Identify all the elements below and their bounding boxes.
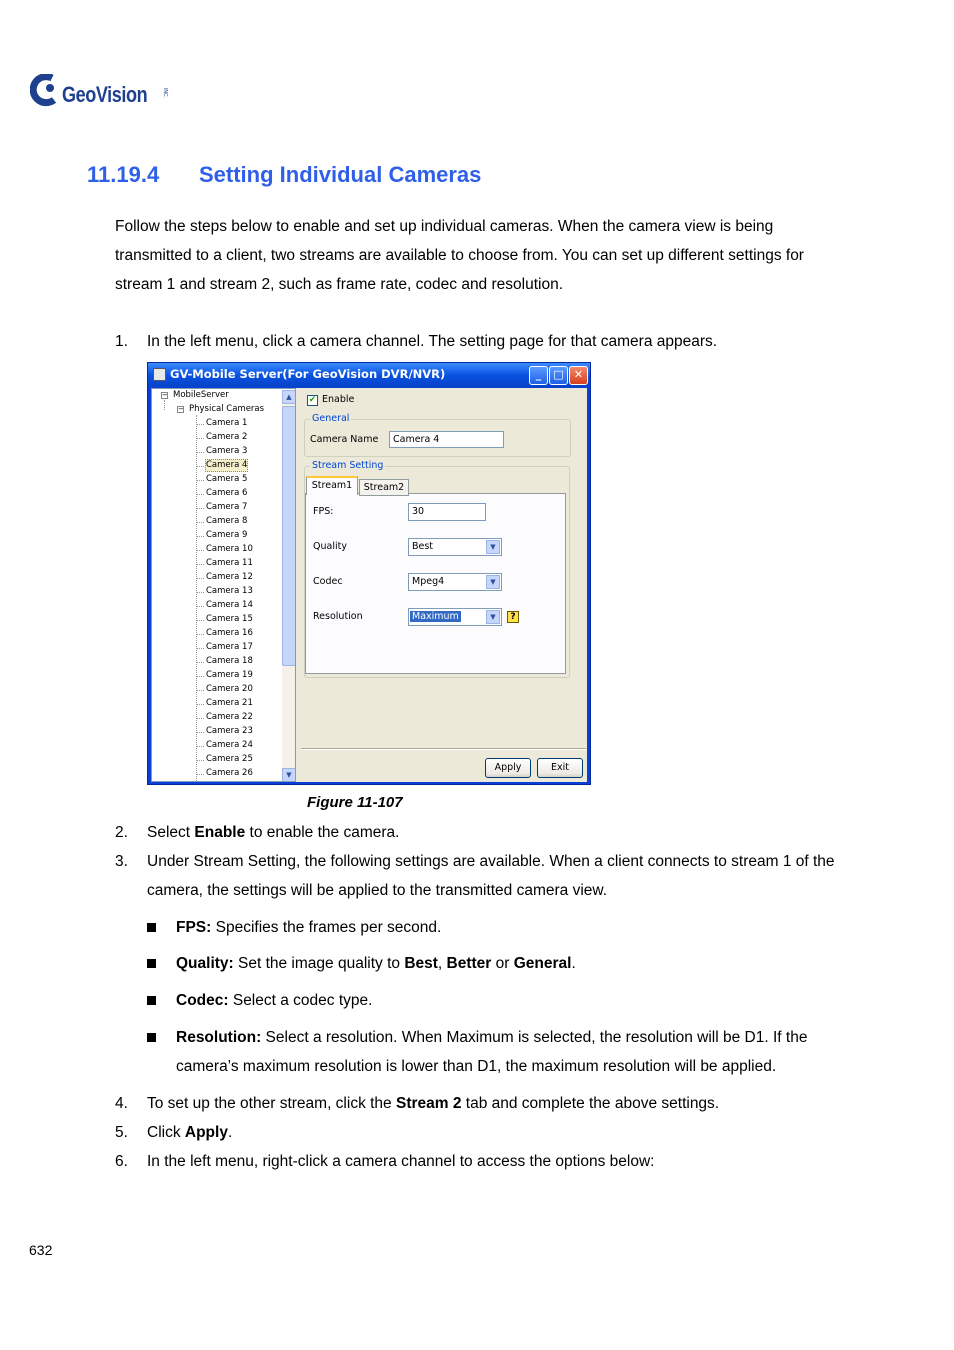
tree-branch bbox=[196, 508, 204, 509]
step-number: 5. bbox=[115, 1124, 128, 1141]
tree-branch bbox=[196, 480, 204, 481]
bold-term: Codec: bbox=[176, 992, 229, 1009]
app-icon bbox=[153, 368, 166, 381]
tree-item-camera-5[interactable]: Camera 5 bbox=[206, 474, 248, 484]
text-run: Select bbox=[147, 824, 195, 841]
text-run: Set the image quality to bbox=[233, 955, 405, 972]
scroll-down-icon[interactable]: ▼ bbox=[282, 768, 296, 782]
text-run: Specifies the frames per second. bbox=[211, 919, 442, 936]
page-number: 632 bbox=[29, 1242, 53, 1258]
step-3 bbox=[115, 847, 845, 905]
step-2 bbox=[115, 818, 845, 847]
enable-label: Enable bbox=[322, 394, 355, 405]
chevron-down-icon[interactable]: ▼ bbox=[486, 610, 500, 624]
tree-branch bbox=[196, 550, 204, 551]
tree-group-physical-cameras[interactable]: Physical Cameras bbox=[189, 404, 265, 414]
tree-item-camera-22[interactable]: Camera 22 bbox=[206, 712, 253, 722]
help-icon[interactable]: ? bbox=[507, 611, 519, 623]
tree-branch bbox=[196, 760, 204, 761]
minimize-button[interactable]: _ bbox=[529, 366, 548, 385]
codec-value: Mpeg4 bbox=[412, 576, 445, 587]
section-title: Setting Individual Cameras bbox=[199, 162, 482, 187]
geovision-logo bbox=[30, 72, 175, 112]
tree-branch bbox=[196, 452, 204, 453]
tree-branch bbox=[196, 718, 204, 719]
tree-item-camera-7[interactable]: Camera 7 bbox=[206, 502, 248, 512]
tree-branch bbox=[196, 676, 204, 677]
tree-branch bbox=[196, 592, 204, 593]
tree-item-camera-17[interactable]: Camera 17 bbox=[206, 642, 253, 652]
tree-item-camera-20[interactable]: Camera 20 bbox=[206, 684, 253, 694]
bullet-quality bbox=[147, 949, 837, 978]
figure-caption: Figure 11-107 bbox=[307, 794, 403, 811]
step-number: 3. bbox=[115, 853, 128, 870]
tree-item-camera-16[interactable]: Camera 16 bbox=[206, 628, 253, 638]
tree-branch bbox=[196, 564, 204, 565]
tree-item-camera-21[interactable]: Camera 21 bbox=[206, 698, 253, 708]
step-number: 1. bbox=[115, 333, 128, 350]
gv-mobile-server-window bbox=[147, 362, 591, 785]
scroll-up-icon[interactable]: ▲ bbox=[282, 390, 296, 404]
step-5 bbox=[115, 1118, 845, 1147]
tree-branch bbox=[196, 704, 204, 705]
tree-item-camera-3[interactable]: Camera 3 bbox=[206, 446, 248, 456]
bold-term: Better bbox=[446, 955, 492, 972]
window-client-area bbox=[151, 388, 587, 782]
text-run: . bbox=[227, 1124, 233, 1141]
fps-input[interactable]: 30 bbox=[408, 503, 486, 521]
tree-branch bbox=[196, 466, 204, 467]
separator bbox=[301, 748, 586, 750]
apply-button[interactable]: Apply bbox=[485, 758, 531, 778]
camera-name-input[interactable]: Camera 4 bbox=[389, 431, 504, 448]
tree-item-camera-15[interactable]: Camera 15 bbox=[206, 614, 253, 624]
tree-branch bbox=[196, 494, 204, 495]
bold-term: Quality: bbox=[176, 955, 234, 972]
tree-item-camera-25[interactable]: Camera 25 bbox=[206, 754, 253, 764]
tree-branch bbox=[196, 690, 204, 691]
tree-item-camera-13[interactable]: Camera 13 bbox=[206, 586, 253, 596]
tree-item-camera-10[interactable]: Camera 10 bbox=[206, 544, 253, 554]
chevron-down-icon[interactable]: ▼ bbox=[486, 540, 500, 554]
quality-value: Best bbox=[412, 541, 434, 552]
step-1 bbox=[115, 327, 845, 356]
close-button[interactable]: ✕ bbox=[569, 366, 588, 385]
tab-stream1[interactable]: Stream1 bbox=[306, 476, 358, 495]
text-run: to enable the camera. bbox=[245, 824, 400, 841]
camera-name-label: Camera Name bbox=[310, 434, 379, 445]
tree-branch bbox=[196, 438, 204, 439]
text-run: or bbox=[491, 955, 514, 972]
bullet-resolution bbox=[147, 1023, 837, 1081]
logo-mark-icon bbox=[30, 74, 62, 108]
tree-item-camera-23[interactable]: Camera 23 bbox=[206, 726, 253, 736]
text-run: . bbox=[571, 955, 576, 972]
text-run: To set up the other stream, click the bbox=[147, 1095, 396, 1112]
tree-item-camera-1[interactable]: Camera 1 bbox=[206, 418, 248, 428]
tree-root-mobileserver[interactable]: MobileServer bbox=[173, 390, 229, 400]
quality-select[interactable] bbox=[408, 538, 502, 556]
logo-text: GeoVision bbox=[62, 82, 148, 107]
intro-paragraph: Follow the steps below to enable and set up individual cameras. When the camera view is being transmitted to a client, two streams are available to choose from. You can set up different settings for stream 1 and stream 2, such as frame rate, codec and resolution. bbox=[115, 218, 804, 293]
stream-setting-group-title: Stream Setting bbox=[312, 460, 384, 471]
step-4 bbox=[115, 1089, 845, 1118]
bold-term: Resolution: bbox=[176, 1029, 262, 1046]
tree-branch bbox=[196, 648, 204, 649]
step-number: 2. bbox=[115, 824, 128, 841]
bold-term: General bbox=[513, 955, 572, 972]
bullet-text bbox=[176, 949, 836, 978]
bold-term: FPS: bbox=[176, 919, 212, 936]
tree-item-camera-14[interactable]: Camera 14 bbox=[206, 600, 253, 610]
logo-trademark: INC. bbox=[162, 88, 168, 98]
tree-item-camera-8[interactable]: Camera 8 bbox=[206, 516, 248, 526]
window-titlebar bbox=[148, 363, 590, 387]
step-text bbox=[147, 818, 847, 847]
bullet-text bbox=[176, 1023, 836, 1081]
resolution-value: Maximum bbox=[412, 611, 459, 622]
bullet-fps bbox=[147, 913, 837, 942]
text-run: Click bbox=[147, 1124, 185, 1141]
bullet-square-icon bbox=[147, 959, 156, 968]
text-run: Select a codec type. bbox=[228, 992, 373, 1009]
step-text: In the left menu, right-click a camera channel to access the options below: bbox=[147, 1153, 655, 1170]
exit-button[interactable]: Exit bbox=[537, 758, 583, 778]
tree-line bbox=[196, 415, 197, 782]
section-number: 11.19.4 bbox=[87, 162, 160, 187]
tree-item-camera-26[interactable]: Camera 26 bbox=[206, 768, 253, 778]
tree-branch bbox=[196, 662, 204, 663]
bullet-square-icon bbox=[147, 923, 156, 932]
text-run: , bbox=[437, 955, 447, 972]
bold-term: Best bbox=[404, 955, 438, 972]
step-number: 6. bbox=[115, 1153, 128, 1170]
window-title: GV-Mobile Server(For GeoVision DVR/NVR) bbox=[170, 367, 446, 381]
step-text: In the left menu, click a camera channel. The setting page for that camera appears. bbox=[147, 333, 718, 350]
tree-item-camera-4[interactable]: Camera 4 bbox=[206, 460, 248, 470]
tree-item-camera-24[interactable]: Camera 24 bbox=[206, 740, 253, 750]
camera-tree bbox=[151, 388, 296, 782]
tree-branch bbox=[196, 774, 204, 775]
general-group-title: General bbox=[312, 413, 350, 424]
maximize-button[interactable]: □ bbox=[549, 366, 568, 385]
section-heading bbox=[87, 162, 481, 188]
bullet-square-icon bbox=[147, 1033, 156, 1042]
step-number: 4. bbox=[115, 1095, 128, 1112]
quality-label: Quality bbox=[313, 541, 347, 552]
resolution-select[interactable] bbox=[408, 608, 502, 626]
tree-branch bbox=[196, 732, 204, 733]
collapse-root-icon[interactable]: − bbox=[162, 391, 168, 399]
tree-branch bbox=[196, 620, 204, 621]
tree-item-camera-12[interactable]: Camera 12 bbox=[206, 572, 253, 582]
bullet-text bbox=[176, 986, 836, 1015]
text-run: Select a resolution. When Maximum is selected, the resolution will be D1. If the camera’s maximum resolution is lower than D1, the maximum resolution will be applied. bbox=[176, 1029, 808, 1075]
tree-branch bbox=[196, 536, 204, 537]
bold-term: Apply bbox=[184, 1124, 228, 1141]
tree-branch bbox=[196, 746, 204, 747]
tree-item-camera-11[interactable]: Camera 11 bbox=[206, 558, 253, 568]
tree-branch bbox=[196, 606, 204, 607]
tree-scrollbar[interactable] bbox=[282, 390, 296, 782]
fps-label: FPS: bbox=[313, 506, 334, 517]
tree-branch bbox=[196, 634, 204, 635]
tree-branch bbox=[196, 578, 204, 579]
tree-item-camera-19[interactable]: Camera 19 bbox=[206, 670, 253, 680]
text-run: tab and complete the above settings. bbox=[461, 1095, 720, 1112]
tab-stream2[interactable]: Stream2 bbox=[359, 479, 409, 496]
tree-line bbox=[164, 400, 165, 410]
tree-item-camera-18[interactable]: Camera 18 bbox=[206, 656, 253, 666]
bullet-square-icon bbox=[147, 996, 156, 1005]
collapse-group-icon[interactable]: − bbox=[178, 405, 184, 413]
step-text bbox=[147, 1118, 847, 1147]
tree-item-camera-2[interactable]: Camera 2 bbox=[206, 432, 248, 442]
bold-term: Stream 2 bbox=[395, 1095, 462, 1112]
tree-item-camera-9[interactable]: Camera 9 bbox=[206, 530, 248, 540]
bullet-codec bbox=[147, 986, 837, 1015]
chevron-down-icon[interactable]: ▼ bbox=[486, 575, 500, 589]
step-text: Under Stream Setting, the following settings are available. When a client connects to stream 1 of the camera, the settings will be applied to the transmitted camera view. bbox=[147, 853, 835, 899]
bold-term: Enable bbox=[194, 824, 246, 841]
scrollbar-thumb[interactable] bbox=[282, 406, 296, 666]
step-6 bbox=[115, 1147, 845, 1176]
resolution-label: Resolution bbox=[313, 611, 363, 622]
tree-item-camera-6[interactable]: Camera 6 bbox=[206, 488, 248, 498]
codec-label: Codec bbox=[313, 576, 343, 587]
step-text bbox=[147, 1089, 847, 1118]
codec-select[interactable] bbox=[408, 573, 502, 591]
tree-branch bbox=[196, 522, 204, 523]
enable-checkbox[interactable]: ✔ bbox=[308, 395, 317, 405]
tree-branch bbox=[196, 424, 204, 425]
bullet-text bbox=[176, 913, 836, 942]
